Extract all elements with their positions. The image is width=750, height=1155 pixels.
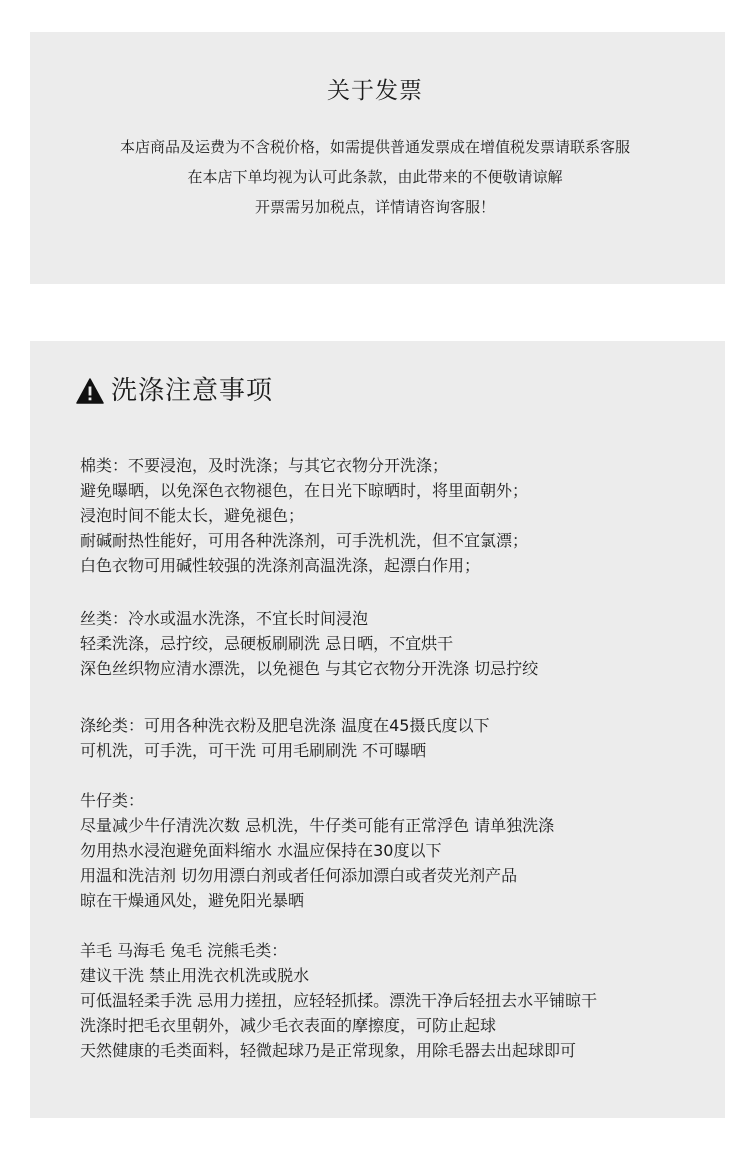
cotton-line: 浸泡时间不能太长，避免褪色； xyxy=(80,506,305,525)
cotton-line: 耐碱耐热性能好，可用各种洗涤剂，可手洗机洗，但不宜氯漂； xyxy=(80,531,529,550)
polyester-line: 涤纶类：可用各种洗衣粉及肥皂洗涤 温度在45摄氏度以下 xyxy=(80,716,490,735)
warning-icon xyxy=(76,378,104,404)
denim-line: 牛仔类： xyxy=(80,791,145,810)
wool-line: 天然健康的毛类面料，轻微起球乃是正常现象，用除毛器去出起球即可 xyxy=(80,1041,577,1060)
invoice-line: 本店商品及运费为不含税价格，如需提供普通发票成在增值税发票请联系客服 xyxy=(119,138,630,156)
silk-line: 深色丝织物应清水漂洗，以免褪色 与其它衣物分开洗涤 切忌拧绞 xyxy=(80,659,539,678)
denim-line: 勿用热水浸泡避免面料缩水 水温应保持在30度以下 xyxy=(80,841,442,860)
silk-line: 轻柔洗涤，忌拧绞，忌硬板刷刷洗 忌日晒，不宜烘干 xyxy=(80,634,454,653)
invoice-line: 开票需另加税点，详情请咨询客服！ xyxy=(254,198,495,216)
washing-title: 洗涤注意事项 xyxy=(111,376,274,406)
silk-line: 丝类：冷水或温水洗涤，不宜长时间浸泡 xyxy=(80,609,369,628)
denim-line: 用温和洗洁剂 切勿用漂白剂或者任何添加漂白或者荧光剂产品 xyxy=(80,866,518,885)
wool-line: 羊毛 马海毛 兔毛 浣熊毛类： xyxy=(80,941,288,960)
cotton-line: 棉类：不要浸泡，及时洗涤；与其它衣物分开洗涤； xyxy=(80,456,449,475)
denim-line: 晾在干燥通风处，避免阳光暴晒 xyxy=(80,891,305,910)
invoice-notice-panel xyxy=(30,32,725,284)
cotton-line: 避免曝晒，以免深色衣物褪色，在日光下晾晒时，将里面朝外； xyxy=(80,481,529,500)
denim-line: 尽量减少牛仔清洗次数 忌机洗，牛仔类可能有正常浮色 请单独洗涤 xyxy=(80,816,555,835)
wool-line: 可低温轻柔手洗 忌用力搓扭，应轻轻抓揉。漂洗干净后轻扭去水平铺晾干 xyxy=(80,991,598,1010)
invoice-line: 在本店下单均视为认可此条款，由此带来的不便敬请谅解 xyxy=(187,168,563,186)
wool-line: 建议干洗 禁止用洗衣机洗或脱水 xyxy=(80,966,310,985)
cotton-line: 白色衣物可用碱性较强的洗涤剂高温洗涤，起漂白作用； xyxy=(80,556,481,575)
washing-heading xyxy=(76,374,273,408)
polyester-line: 可机洗，可手洗，可干洗 可用毛刷刷洗 不可曝晒 xyxy=(80,741,427,760)
invoice-title: 关于发票 xyxy=(327,78,423,104)
wool-line: 洗涤时把毛衣里朝外，减少毛衣表面的摩擦度，可防止起球 xyxy=(80,1016,497,1035)
